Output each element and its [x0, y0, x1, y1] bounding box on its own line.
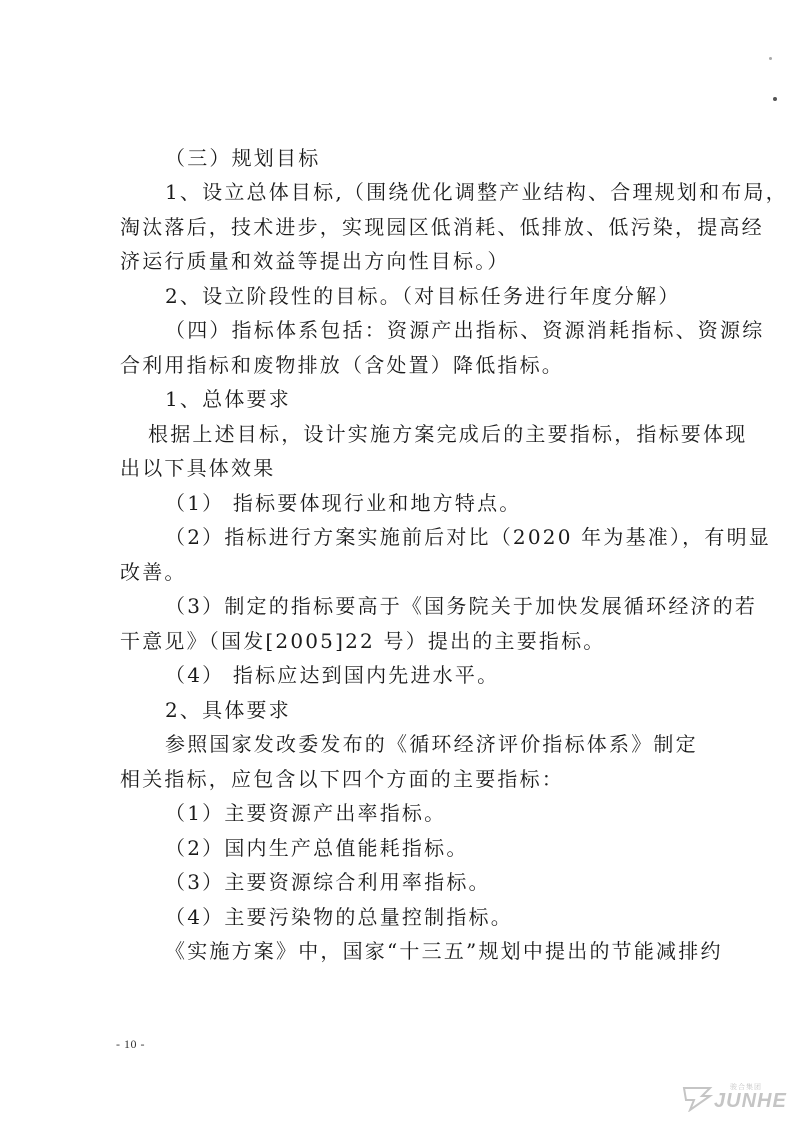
list-item: （1）主要资源产出率指标。	[165, 801, 447, 825]
section-heading-indicator-system: （四）指标体系包括：资源产出指标、资源消耗指标、资源综	[165, 318, 765, 342]
brand-logo-icon	[680, 1084, 714, 1112]
paragraph-line: 参照国家发改委发布的《循环经济评价指标体系》制定	[165, 732, 698, 756]
paragraph-line: 《实施方案》中，国家“十三五”规划中提出的节能减排约	[165, 939, 723, 963]
paragraph-line: 出以下具体效果	[120, 456, 276, 480]
paragraph-line: 干意见》（国发[2005]22 号）提出的主要指标。	[120, 629, 606, 653]
paragraph-line: 淘汰落后，技术进步，实现园区低消耗、低排放、低污染，提高经	[120, 215, 764, 239]
page-number: - 10 -	[116, 1037, 145, 1051]
list-item: （2）指标进行方案实施前后对比（2020 年为基准），有明显	[165, 525, 771, 549]
paragraph-line: 改善。	[120, 560, 187, 584]
subheading-general-requirements: 1、总体要求	[165, 387, 291, 411]
paragraph-line: 根据上述目标，设计实施方案完成后的主要指标，指标要体现	[148, 422, 748, 446]
brand-watermark	[680, 1082, 787, 1112]
brand-name: JUNHE	[714, 1090, 787, 1112]
brand-tagline: 骏合集团	[730, 1084, 762, 1091]
paragraph-line: 合利用指标和废物排放（含处置）降低指标。	[120, 353, 564, 377]
scan-speck	[769, 57, 772, 60]
list-item: （2）国内生产总值能耗指标。	[165, 836, 469, 860]
list-item: （3）主要资源综合利用率指标。	[165, 870, 491, 894]
list-item: （1） 指标要体现行业和地方特点。	[165, 491, 522, 515]
paragraph-line: 2、设立阶段性的目标。（对目标任务进行年度分解）	[165, 284, 681, 308]
list-item: （4）主要污染物的总量控制指标。	[165, 905, 513, 929]
paragraph-line: 1、设立总体目标,（围绕优化调整产业结构、合理规划和布局，	[165, 180, 788, 204]
scan-speck	[773, 97, 777, 101]
paragraph-line: 济运行质量和效益等提出方向性目标。）	[120, 249, 510, 273]
subheading-specific-requirements: 2、具体要求	[165, 698, 291, 722]
section-heading-planning-goals: （三）规划目标	[165, 146, 321, 170]
list-item: （3）制定的指标要高于《国务院关于加快发展循环经济的若	[165, 594, 758, 618]
list-item: （4） 指标应达到国内先进水平。	[165, 663, 500, 687]
paragraph-line: 相关指标，应包含以下四个方面的主要指标：	[120, 767, 564, 791]
